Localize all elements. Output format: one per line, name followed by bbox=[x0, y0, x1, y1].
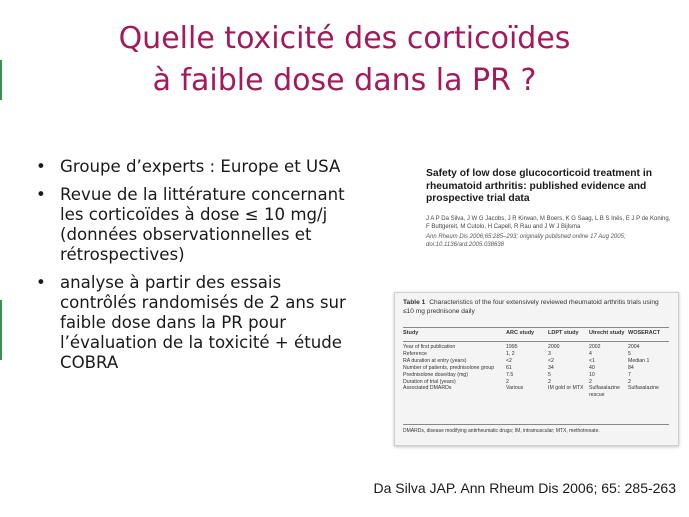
table-row bbox=[403, 372, 669, 379]
table-cell: Median 1 bbox=[628, 357, 650, 364]
article-title: Safety of low dose glucocorticoid treatment in rheumatoid arthritis: published evidence and prospective trial data bbox=[426, 168, 652, 204]
table-cell: 4 bbox=[589, 350, 592, 357]
table-cell: 2 bbox=[628, 378, 631, 385]
table-rule bbox=[403, 424, 669, 425]
table-footnote: DMARDs, disease modifying antirheumatic drugs; IM, intramuscular; MTX, methotrexate. bbox=[403, 428, 600, 434]
table-row bbox=[403, 365, 669, 372]
table-cell: <2 bbox=[506, 357, 512, 364]
bullet-list bbox=[36, 157, 348, 381]
table-cell: 7 bbox=[628, 371, 631, 378]
table-body bbox=[403, 344, 669, 399]
table-header-cell: Study bbox=[403, 330, 419, 336]
table-cell: 2000 bbox=[548, 344, 560, 350]
table-rule bbox=[403, 341, 669, 342]
table-cell: <1 bbox=[589, 357, 595, 364]
table-cell: 2004 bbox=[628, 344, 640, 350]
trial-table-image bbox=[394, 292, 679, 446]
table-cell: 2 bbox=[548, 378, 551, 385]
table-cell: 2 bbox=[506, 378, 509, 385]
left-edge-mark bbox=[0, 300, 2, 360]
table-cell: Associated DMARDs bbox=[403, 385, 452, 392]
table-header-cell: LDPT study bbox=[548, 330, 579, 336]
table-label: Table 1 bbox=[403, 299, 426, 306]
table-cell: 10 bbox=[589, 371, 595, 378]
title-line: Quelle toxicité des corticoïdes bbox=[118, 21, 571, 56]
table-row bbox=[403, 379, 669, 386]
bullet-item bbox=[36, 273, 348, 373]
table-row bbox=[403, 358, 669, 365]
table-cell: 2002 bbox=[589, 344, 601, 350]
table-cell: 40 bbox=[589, 364, 595, 371]
article-citation: Ann Rheum Dis 2006;65:285–293; originally published online 17 Aug 2005; doi:10.1136/ard.2005.038638 bbox=[426, 233, 626, 248]
article-authors: J A P Da Silva, J W G Jacobs, J R Kirwan, M Boers, K G Saag, L B S Inês, E J P de Koning, F Buttgereit, M Cutolo, H Capell, R Rau and J W J Bijlsma bbox=[426, 215, 671, 230]
table-row bbox=[403, 351, 669, 358]
table-header-cell: Utrecht study bbox=[589, 330, 625, 336]
table-row bbox=[403, 344, 669, 351]
bullet-item bbox=[36, 157, 348, 177]
table-cell: 1995 bbox=[506, 344, 518, 350]
table-cell: 3 bbox=[548, 350, 551, 357]
bullet-dot: • bbox=[36, 273, 46, 292]
table-header bbox=[403, 330, 669, 340]
table-cell: 7.5 bbox=[506, 371, 514, 378]
article-snippet bbox=[426, 168, 672, 249]
table-cell: Various bbox=[506, 385, 524, 392]
table-rule bbox=[403, 327, 669, 328]
table-cell: Duration of trial (years) bbox=[403, 378, 456, 385]
table-cell: 5 bbox=[548, 371, 551, 378]
table-caption bbox=[403, 298, 671, 316]
table-cell: Sulfasalazine bbox=[628, 385, 659, 392]
table-cell: RA duration at entry (years) bbox=[403, 357, 467, 364]
table-cell: <2 bbox=[548, 357, 554, 364]
table-cell: 2 bbox=[589, 378, 592, 385]
table-cell: 34 bbox=[548, 364, 554, 371]
table-caption-text: Characteristics of the four extensively reviewed rheumatoid arthritis trials using ≤10 mg prednisone daily bbox=[403, 299, 659, 315]
bullet-text-plain: sur faible dose dans la PR pour l’évaluation de la toxicité + étude COBRA bbox=[60, 293, 346, 372]
slide-title bbox=[0, 18, 689, 102]
table-cell: Sulfasalazine rescue bbox=[589, 385, 620, 399]
bullet-dot: • bbox=[36, 185, 46, 204]
bullet-text: Revue de la littérature concernant les corticoïdes à dose ≤ 10 mg/j (données observationnelles et rétrospectives) bbox=[60, 185, 345, 264]
table-cell: 61 bbox=[506, 364, 512, 371]
table-header-row bbox=[403, 330, 669, 336]
bullet-item bbox=[36, 185, 348, 265]
bullet-dot: • bbox=[36, 157, 46, 176]
reference-citation: Da Silva JAP. Ann Rheum Dis 2006; 65: 285-263 bbox=[373, 480, 676, 496]
title-line: à faible dose dans la PR ? bbox=[152, 63, 537, 98]
table-cell: Number of patients, prednisolone group bbox=[403, 364, 495, 371]
bullet-text: analyse à partir des essais contrôlés randomisés de 2 ans bbox=[60, 273, 320, 312]
table-header-cell: ARC study bbox=[506, 330, 535, 336]
bullet-text: Groupe d’experts : Europe et USA bbox=[60, 157, 341, 176]
table-cell: Reference bbox=[403, 350, 427, 357]
table-row bbox=[403, 385, 669, 399]
table-cell: Prednisolone dose/day (mg) bbox=[403, 371, 468, 378]
table-header-cell: WOSERACT bbox=[628, 330, 661, 336]
table-cell: IM gold or MTX bbox=[548, 385, 584, 392]
table-cell: Year of first publication bbox=[403, 344, 456, 350]
table-cell: 84 bbox=[628, 364, 634, 371]
table-cell: 5 bbox=[628, 350, 631, 357]
table-cell: 1, 2 bbox=[506, 350, 515, 357]
